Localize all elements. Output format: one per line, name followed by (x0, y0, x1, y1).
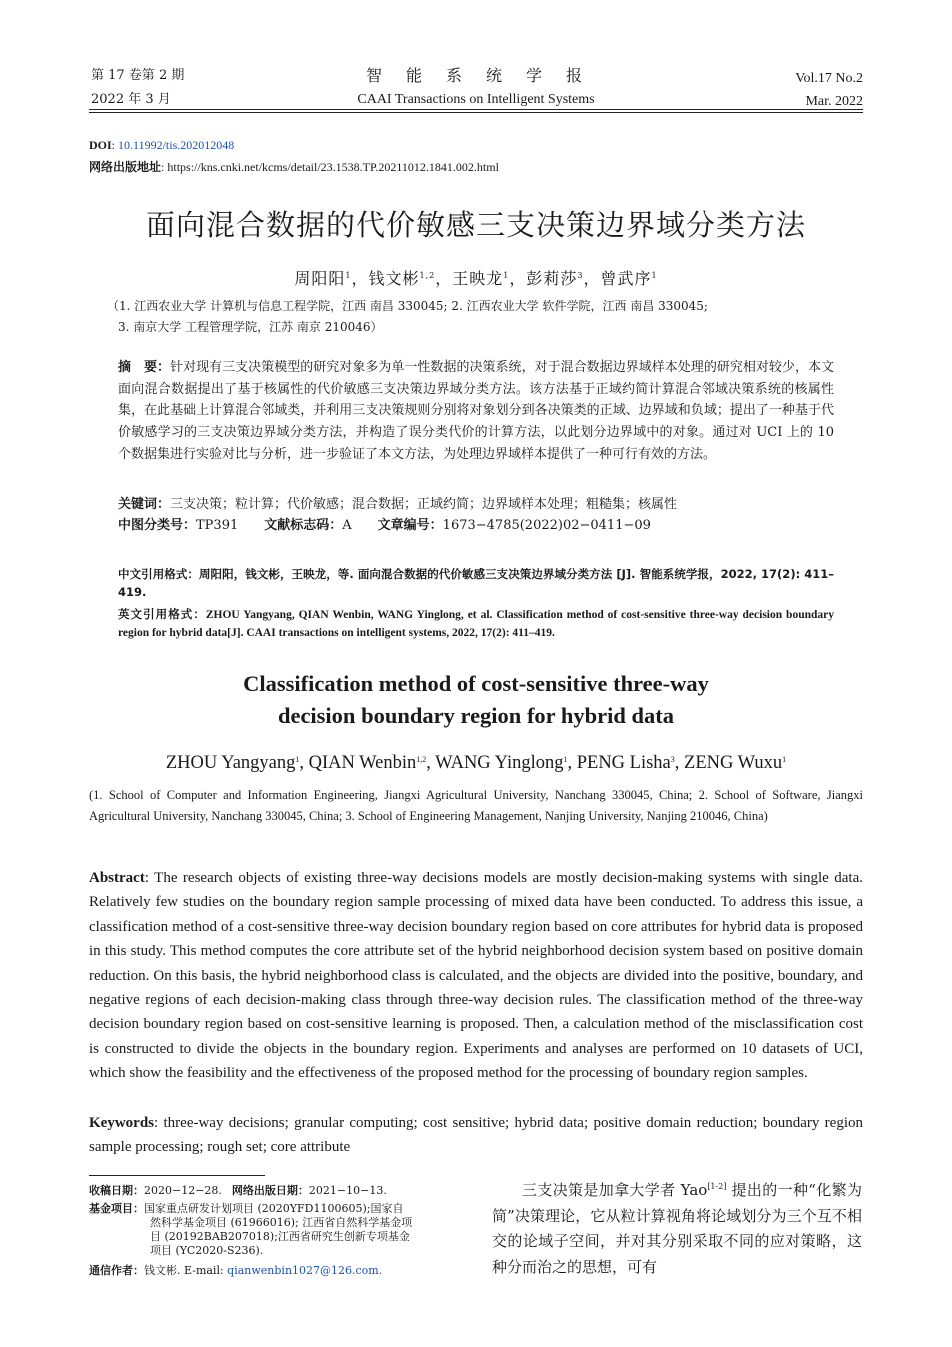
header-rule-top (89, 109, 863, 110)
reference-1-2[interactable]: [1-2] (707, 1182, 727, 1191)
online-address-line (89, 158, 499, 176)
doi-sep: : (111, 138, 119, 152)
online-date-label: 网络出版日期： (231, 1184, 309, 1197)
classification-line (118, 515, 834, 537)
fund-line-2: 然科学基金项目 (61966016); 江西省自然科学基金项 (150, 1216, 413, 1229)
affiliation-cn-line-2: 3. 南京大学 工程管理学院，江苏 南京 210046） (118, 320, 383, 334)
keywords-en (89, 1111, 863, 1160)
authors-cn (89, 266, 863, 289)
received-label: 收稿日期： (89, 1184, 144, 1197)
clc-value: TP391 (196, 518, 239, 533)
header-rule-bottom (89, 112, 863, 113)
author-cn-1: 周阳阳$^1$， (294, 269, 369, 288)
affiliation-cn-line-1: （1. 江西农业大学 计算机与信息工程学院，江西 南昌 330045; 2. 江西农业大学 软件学院，江西 南昌 330045; (107, 299, 708, 313)
article-number-label: 文章编号： (377, 518, 443, 533)
abstract-en-text: The research objects of existing three-way decisions models are mostly decision-making systems with single data. Relatively few studies on the boundary region sample processing of mixed data have been conducted. To address this issue, a classification method of a cost-sensitive three-way decision boundary region based on core attributes for hybrid data is proposed in this study. This method computes the core attribute set of the hybrid neighborhood decision system based on positive domain reduction. On this basis, the hybrid neighborhood class is calculated, and the objects are divided into the positive, boundary, and negative regions of each decision-making class through three-way decision rules. The classification method of the three-way decision boundary region based on cost-sensitive learning is proposed. Then, a calculation method of the misclassification cost is constructed to divide the objects in the boundary region. Experiments and analyses are performed on 10 datasets of UCI, which show the feasibility and the effectiveness of the proposed method for the processing of boundary region samples. (89, 870, 863, 1082)
fund-line-3: 目 (20192BAB207018);江西省研究生创新专项基金 (150, 1230, 410, 1243)
keywords-en-sep: : (154, 1115, 164, 1131)
citation-cn (118, 565, 834, 601)
doi-label: DOI (89, 138, 112, 152)
abstract-cn-text: 针对现有三支决策模型的研究对象多为单一性数据的决策系统，对于混合数据边界域样本处理的研究相对较少，本文面向混合数据提出了基于核属性的代价敏感三支决策边界域分类方法。该方法基于正域约简计算混合邻域决策系统的核属性集，在此基础上计算混合邻域类，并利用三支决策规则分别将对象划分到各决策类的正域、边界域和负域；提出了一种基于代价敏感学习的三支决策边界域分类方法，并构造了误分类代价的计算方法，以此划分边界域中的对象。通过对 UCI 上的 10 个数据集进行实验对比与分析，进一步验证了本文方法，为处理边界域样本提供了一种可行有效的方法。 (118, 360, 834, 462)
received-date: 2020−12−28. (144, 1184, 222, 1197)
author-en-5: ZENG Wuxu$^1$ (684, 753, 787, 773)
title-en-line-1: Classification method of cost-sensitive three-way (243, 671, 709, 696)
footnote-rule (89, 1175, 265, 1176)
citation-en-text: ZHOU Yangyang, QIAN Wenbin, WANG Yinglong, et al. Classification method of cost-sensitive three-way decision boundary region for hybrid data[J]. CAAI transactions on intelligent systems, 2022, 17(2): 411–419. (118, 609, 834, 639)
corresponding-label: 通信作者： (89, 1264, 144, 1277)
fund-line-4: 项目 (YC2020-S236). (150, 1244, 264, 1257)
online-address-url[interactable]: https://kns.cnki.net/kcms/detail/23.1538.TP.20211012.1841.002.html (167, 160, 499, 174)
doc-code-value: A (342, 518, 352, 533)
author-en-3: WANG Yinglong$^1$, (435, 753, 577, 773)
journal-name-en: CAAI Transactions on Intelligent Systems (357, 92, 595, 107)
volume-issue-cn: 第 17 卷第 2 期 (91, 68, 185, 83)
author-en-4: PENG Lisha$^3$, (576, 753, 685, 773)
abstract-cn (118, 357, 834, 466)
citation-en (118, 605, 834, 642)
abstract-en-label: Abstract (89, 870, 145, 886)
footnote-dates (89, 1184, 387, 1199)
journal-name-cn: 智 能 系 统 学 报 (365, 66, 586, 85)
clc-label: 中图分类号： (118, 518, 197, 533)
doi-link[interactable]: 10.11992/tis.202012048 (118, 138, 235, 152)
intro-paragraph: 三支决策是加拿大学者 Yao[1-2] 提出的一种“化繁为简”决策理论，它从粒计算视角将论域划分为三个互不相交的论域子空间，并对其分别采取不同的应对策略，这种分而治之的思想，可有 (492, 1181, 863, 1276)
citation-cn-text: 周阳阳，钱文彬，王映龙，等. 面向混合数据的代价敏感三支决策边界域分类方法 [J]. 智能系统学报，2022, 17(2): 411–419. (118, 567, 834, 599)
author-cn-3: 王映龙$^1$， (452, 269, 527, 288)
abstract-en (89, 866, 863, 1086)
article-number-value: 1673−4785(2022)02−0411−09 (442, 518, 651, 533)
online-date: 2021−10−13. (308, 1184, 387, 1197)
volume-issue-en: Vol.17 No.2 (795, 71, 863, 86)
author-cn-4: 彭莉莎$^3$， (526, 269, 601, 288)
email-link[interactable]: qianwenbin1027@126.com. (227, 1264, 383, 1277)
title-en-line-2: decision boundary region for hybrid data (277, 703, 675, 728)
online-address-sep: : (161, 160, 168, 174)
fund-line-1: 基金项目：国家重点研发计划项目 (2020YFD1100605);国家自 (89, 1202, 404, 1215)
corresponding-author: 通信作者：钱文彬. E-mail: qianwenbin1027@126.com. (89, 1264, 383, 1277)
affiliation-en: (1. School of Computer and Information Engineering, Jiangxi Agricultural University, Nanchang 330045, China; 2. School of Software, Jiangxi Agricultural University, Nanchang 330045, China; 3. School of Engineering Management, Nanjing University, Nanjing 210046, China) (89, 788, 863, 823)
doc-code-label: 文献标志码： (264, 518, 343, 533)
doi-line (89, 136, 234, 154)
abstract-en-sep: : (144, 870, 155, 886)
author-en-1: ZHOU Yangyang$^1$, (165, 753, 309, 773)
author-cn-2: 钱文彬$^{1,2}$， (368, 269, 453, 288)
title-cn: 面向混合数据的代价敏感三支决策边界域分类方法 (145, 208, 806, 242)
citation-cn-label: 中文引用格式： (118, 567, 199, 581)
keywords-cn (118, 494, 834, 516)
keywords-cn-label: 关键词： (118, 497, 171, 512)
date-cn: 2022 年 3 月 (91, 92, 171, 107)
keywords-en-text: three-way decisions; granular computing; cost sensitive; hybrid data; positive domain reduction; boundary region sample processing; rough set; core attribute (89, 1115, 864, 1156)
date-en: Mar. 2022 (805, 94, 863, 109)
fund-label: 基金项目： (89, 1202, 144, 1215)
online-address-label: 网络出版地址 (89, 160, 162, 174)
authors-en (89, 753, 863, 774)
keywords-cn-text: 三支决策；粒计算；代价敏感；混合数据；正域约简；边界域样本处理；粗糙集；核属性 (170, 497, 678, 512)
author-cn-5: 曾武序$^1$ (600, 269, 658, 288)
abstract-cn-label: 摘 要： (118, 360, 171, 375)
citation-en-label: 英文引用格式： (118, 607, 206, 621)
author-en-2: QIAN Wenbin$^{1,2}$, (308, 753, 436, 773)
keywords-en-label: Keywords (89, 1115, 154, 1131)
